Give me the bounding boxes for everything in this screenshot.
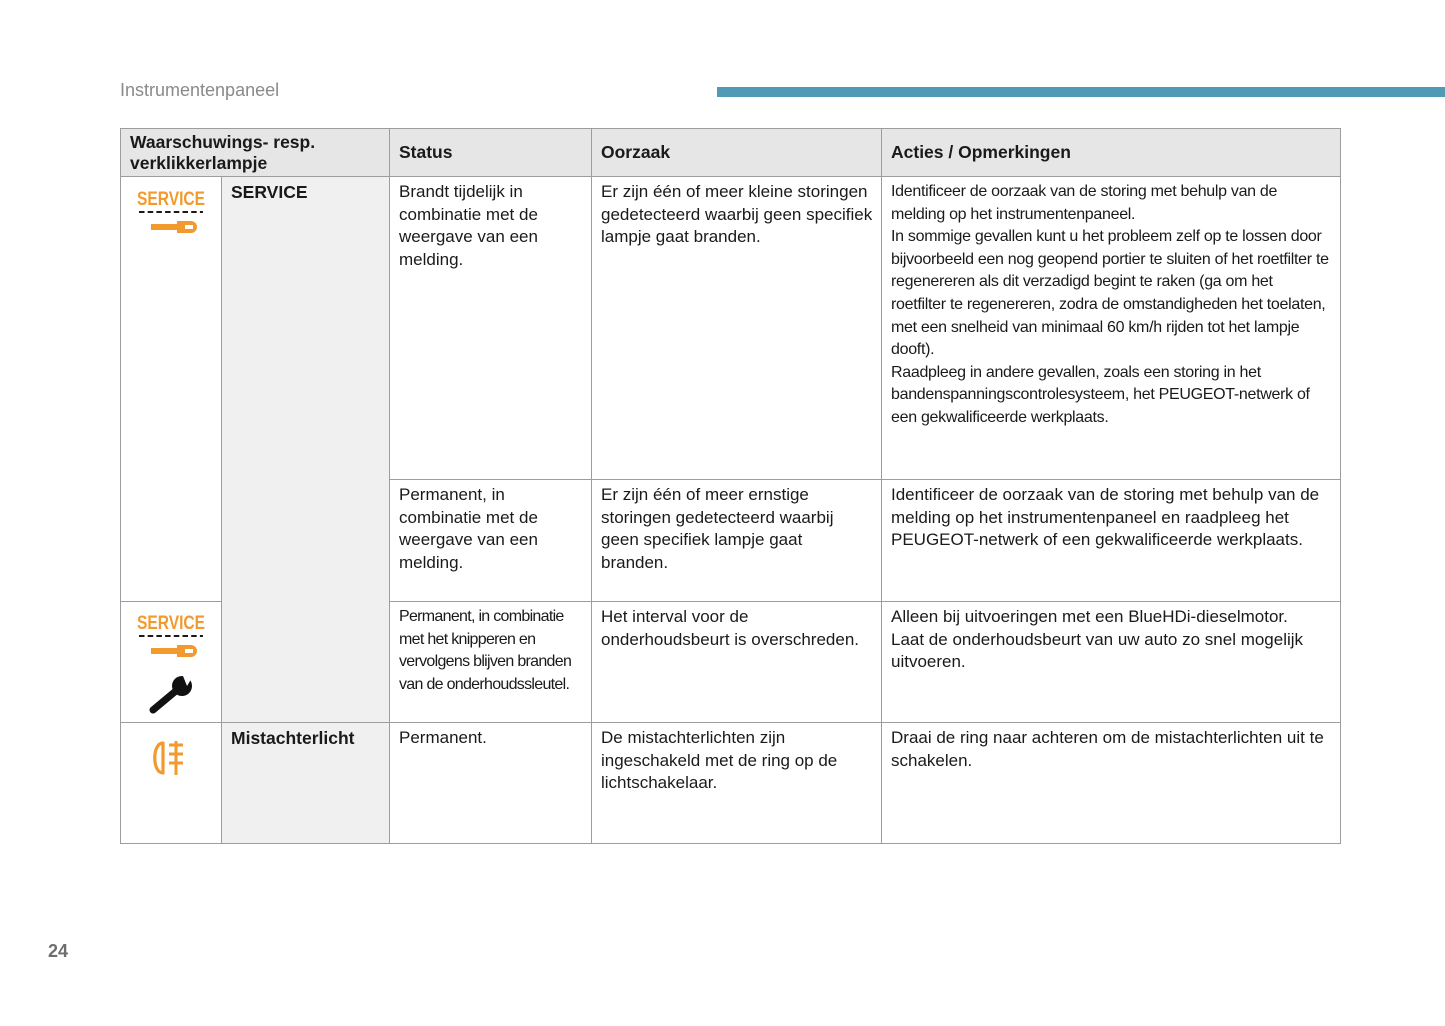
table-rule — [121, 722, 1340, 723]
table-rule — [390, 601, 1340, 602]
table-rule — [121, 176, 1340, 177]
page-number: 24 — [48, 941, 69, 961]
status-cell: Permanent, in combinatie met de weergave van een melding. — [399, 485, 538, 572]
cause-cell: Er zijn één of meer kleine storingen gedetecteerd waarbij geen specifiek lampje gaat branden. — [601, 182, 873, 247]
actions-cell: Identificeer de oorzaak van de storing met behulp van de melding op het instrumentenpaneel en raadpleeg het PEUGEOT-netwerk of een gekwalificeerde werkplaats. — [891, 485, 1320, 550]
table-rule — [389, 129, 390, 843]
actions-cell: Alleen bij uitvoeringen met een BlueHDi-dieselmotor. Laat de onderhoudsbeurt van uw auto zo snel mogelijk uitvoeren. — [891, 607, 1304, 672]
service-icon-text: SERVICE — [137, 611, 206, 634]
status-cell: Permanent. — [399, 728, 487, 747]
table-rule — [881, 129, 882, 843]
wrench-icon — [153, 676, 193, 710]
header-accent-bar — [717, 87, 1445, 97]
column-header-actions: Acties / Opmerkingen — [882, 129, 1340, 176]
column-header-lamp: Waarschuwings- resp. verklikkerlampje — [121, 129, 390, 176]
lamp-label-fog — [222, 723, 390, 843]
lamp-name-service: SERVICE — [231, 182, 308, 202]
table-rule — [221, 176, 222, 843]
lamp-name-fog: Mistachterlicht — [231, 728, 355, 748]
warning-lamps-table — [120, 128, 1341, 844]
service-warning-icon — [137, 185, 207, 241]
cause-cell: Er zijn één of meer ernstige storingen gedetecteerd waarbij geen specifiek lampje gaat branden. — [601, 485, 834, 572]
status-cell: Brandt tijdelijk in combinatie met de weergave van een melding. — [399, 182, 538, 269]
column-header-cause: Oorzaak — [592, 129, 882, 176]
column-header-status: Status — [390, 129, 592, 176]
service-icon-text: SERVICE — [137, 187, 206, 210]
actions-cell: Draai de ring naar achteren om de mistachterlichten uit te schakelen. — [891, 728, 1324, 770]
table-rule — [390, 479, 1340, 480]
lamp-label-service — [222, 177, 390, 722]
cause-cell: De mistachterlichten zijn ingeschakeld met de ring op de lichtschakelaar. — [601, 728, 838, 793]
table-rule — [121, 601, 222, 602]
actions-cell: Identificeer de oorzaak van de storing met behulp van de melding op het instrumentenpaneel. In sommige gevallen kunt u het probleem zelf op te lossen door bijvoorbeeld een nog geopend portier te sluiten of het roetfilter te regenereren als dit verzadigd begint te raken (ga om het roetfilter te regenereren, zodra de omstandigheden het toelaten, met een snelheid van minimaal 60 km/h rijden tot het lampje dooft). Raadpleeg in andere gevallen, zoals een storing in het bandenspanningscontrolesysteem, het PEUGEOT-netwerk of een gekwalificeerde werkplaats. — [891, 183, 1329, 426]
cause-cell: Het interval voor de onderhoudsbeurt is overschreden. — [601, 607, 859, 649]
rear-fog-lamp-icon — [151, 739, 197, 779]
status-cell: Permanent, in combinatie met het knipperen en vervolgens blijven branden van de onderhoudssleutel. — [399, 608, 572, 693]
section-title: Instrumentenpaneel — [120, 80, 280, 100]
table-rule — [591, 129, 592, 843]
service-maintenance-icon — [137, 609, 207, 719]
